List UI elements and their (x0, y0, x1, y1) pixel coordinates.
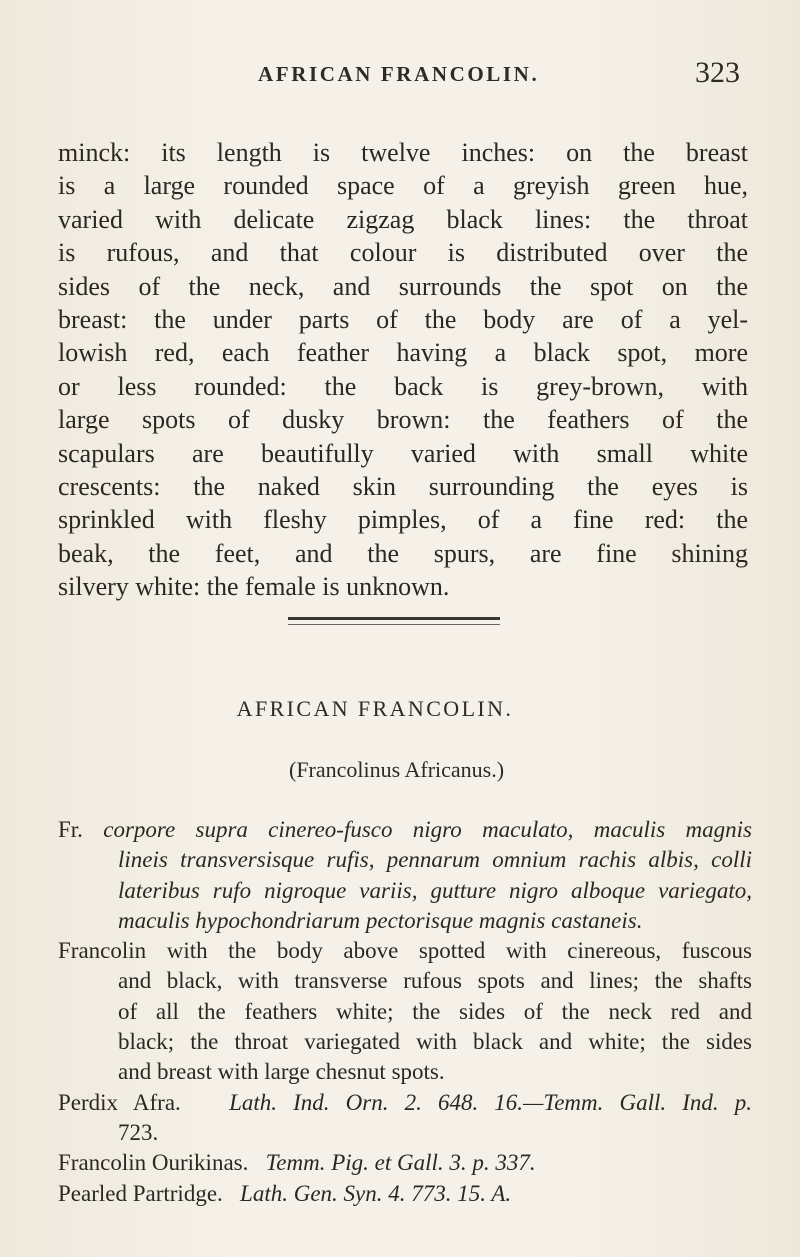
latin-line: lateribus rufo nigroque variis, gutture nigro alboque variegato, (118, 877, 752, 903)
latin-line: corpore supra cinereo-fusco nigro maculato, maculis magnis (103, 817, 752, 842)
synonym-reference-continued: 723. (118, 1119, 159, 1145)
synonym-entry (58, 1088, 752, 1149)
running-head: AFRICAN FRANCOLIN. (258, 62, 540, 86)
english-line: Francolin with the body above spotted with cinereous, fuscous (58, 938, 752, 964)
body-line: minck: its length is twelve inches: on the breast (58, 138, 748, 167)
synonym-reference: Temm. Pig. et Gall. 3. p. 337. (265, 1150, 536, 1176)
english-description (58, 936, 752, 1087)
body-line: silvery white: the female is unknown. (58, 572, 450, 602)
synonym-reference: Lath. Ind. Orn. 2. 648. 16.—Temm. Gall. Ind. p. (229, 1089, 752, 1115)
scientific-name: (Francolinus Africanus.) (289, 757, 505, 782)
body-line: sides of the neck, and surrounds the spot on the (58, 271, 748, 301)
section-divider (288, 617, 500, 620)
english-line: and breast with large chesnut spots. (118, 1059, 445, 1085)
latin-description (58, 815, 752, 936)
latin-prefix: Fr. (58, 817, 83, 842)
latin-line: maculis hypochondriarum pectorisque magnis castaneis. (118, 907, 643, 933)
section-title-text: AFRICAN FRANCOLIN. (236, 696, 514, 721)
synonym-reference: Lath. Gen. Syn. 4. 773. 15. A. (240, 1180, 512, 1206)
species-entries (58, 815, 752, 1209)
latin-line: lineis transversisque rufis, pennarum omnium rachis albis, colli (118, 847, 752, 873)
english-line: of all the feathers white; the sides of the neck red and (118, 998, 752, 1024)
synonym-name: Pearled Partridge. (58, 1180, 223, 1206)
synonym-entry (58, 1148, 752, 1178)
body-line: sprinkled with fleshy pimples, of a fine red: the (58, 505, 748, 535)
page-number: 323 (695, 56, 740, 89)
synonym-name: Perdix Afra. (58, 1089, 181, 1115)
english-line: and black, with transverse rufous spots and lines; the shafts (118, 968, 752, 994)
body-line: breast: the under parts of the body are of a yel- (58, 305, 748, 335)
synonym-entry (58, 1179, 752, 1209)
synonym-name: Francolin Ourikinas. (58, 1150, 249, 1176)
latin-description-first-line (58, 815, 752, 845)
body-line: is rufous, and that colour is distributed over the (58, 238, 748, 268)
body-line: or less rounded: the back is grey-brown, with (58, 371, 748, 401)
body-line: is a large rounded space of a greyish green hue, (58, 171, 748, 201)
body-line: crescents: the naked skin surrounding the eyes is (58, 472, 748, 502)
body-line: large spots of dusky brown: the feathers of the (58, 405, 748, 435)
english-line: black; the throat variegated with black and white; the sides (118, 1029, 752, 1055)
body-line: scapulars are beautifully varied with small white (58, 438, 748, 468)
body-line: beak, the feet, and the spurs, are fine shining (58, 538, 748, 568)
body-paragraph (58, 136, 748, 604)
body-line: varied with delicate zigzag black lines: the throat (58, 204, 748, 234)
body-line: lowish red, each feather having a black spot, more (58, 338, 748, 368)
section-divider-thin (288, 624, 500, 625)
section-title (0, 696, 800, 722)
